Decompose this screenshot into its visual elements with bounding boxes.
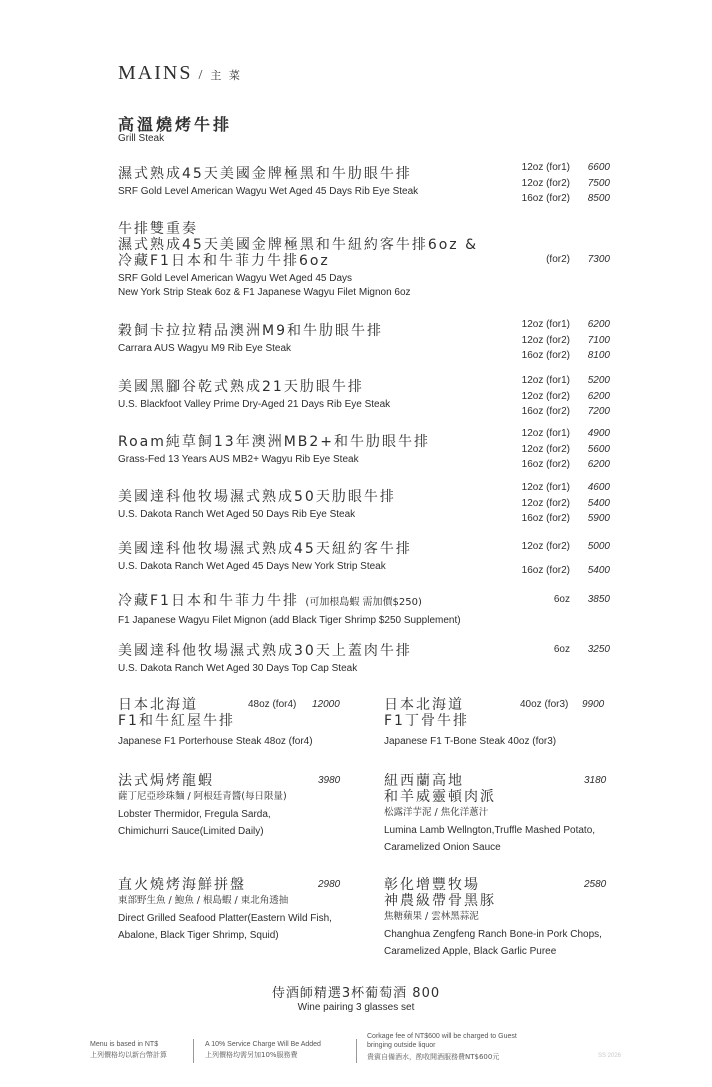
price-list (508, 160, 618, 207)
item-name-en: Lumina Lamb Wellngton,Truffle Mashed Potato, (384, 825, 596, 836)
item-name-en: Caramelized Apple, Black Garlic Puree (384, 946, 557, 957)
price: 3980 (318, 775, 341, 786)
price: 7100 (587, 334, 610, 346)
special-item (384, 773, 654, 856)
portion-size: 16oz (for2) (521, 406, 570, 417)
service-note-zh: 上列價格均需另加10%服務費 (205, 1051, 298, 1059)
item-name-zh: 日本北海道 (118, 697, 198, 713)
price: 6200 (587, 459, 610, 470)
price-list (508, 539, 618, 579)
price: 4600 (587, 482, 610, 493)
item-subtitle-zh: 焦糖蘋果 / 雲林黑蒜泥 (384, 911, 479, 922)
corkage-note-zh: 貴賓自備酒水，酌收開酒服務費NT$600元 (367, 1053, 500, 1061)
portion-size: 12oz (for1) (521, 319, 570, 330)
item-name-zh: 紐西蘭高地 (384, 773, 464, 789)
price-row (508, 176, 618, 192)
service-note-en: A 10% Service Charge Will Be Added (205, 1041, 321, 1048)
item-name-zh: 冷藏F1日本和牛菲力牛排6oz (118, 253, 330, 269)
portion-size: 16oz (for2) (521, 513, 570, 524)
portion-size: 40oz (for3) (520, 699, 569, 710)
item-name-en: Caramelized Onion Sauce (384, 842, 501, 853)
special-item (118, 773, 378, 840)
price-row (508, 511, 618, 527)
special-item (118, 877, 378, 944)
price-row (508, 317, 618, 333)
item-name-zh: 直火燒烤海鮮拼盤 (118, 877, 246, 893)
item-name-en: U.S. Dakota Ranch Wet Aged 45 Days New York Strip Steak (118, 561, 386, 572)
price-row (508, 457, 618, 473)
portion-size: 12oz (for2) (521, 334, 570, 346)
section-title-zh: 高溫燒烤牛排 (118, 115, 233, 134)
price: 7500 (587, 177, 610, 189)
item-name-en: Abalone, Black Tiger Shrimp, Squid) (118, 930, 279, 941)
item-name-zh: 牛排雙重奏 (118, 221, 198, 237)
portion-size: 12oz (for1) (521, 482, 570, 493)
page-title (118, 62, 242, 85)
price: 2980 (318, 879, 341, 890)
section-title-en: Grill Steak (118, 133, 165, 144)
price-row (508, 333, 618, 349)
portion-size: 6oz (553, 594, 570, 605)
item-name-zh: F1丁骨牛排 (384, 713, 469, 729)
portion-size: 12oz (for1) (521, 162, 570, 173)
item-subtitle-zh: 松露洋芋泥 / 焦化洋蔥汁 (384, 807, 489, 818)
item-name-zh-text: 冷藏F1日本和牛菲力牛排 (118, 593, 299, 609)
price-row (508, 442, 618, 458)
price-row (508, 404, 618, 420)
item-note: (可加根島蝦 需加價$250) (305, 597, 422, 608)
item-name-en: Lobster Thermidor, Fregula Sarda, (118, 809, 271, 820)
item-name-en: Chimichurri Sauce(Limited Daily) (118, 826, 264, 837)
price-list (508, 317, 618, 364)
footer-divider (193, 1039, 194, 1063)
portion-size: 16oz (for2) (521, 565, 570, 576)
item-name-en: SRF Gold Level American Wagyu Wet Aged 45 Days Rib Eye Steak (118, 186, 419, 197)
price: 12000 (312, 699, 340, 710)
price: 5000 (587, 541, 610, 552)
price-row (508, 373, 618, 389)
footer-service (205, 1039, 321, 1061)
price-row (508, 160, 618, 176)
price-row (508, 496, 618, 512)
portion-size: (for2) (546, 254, 570, 265)
currency-note-en: Menu is based in NT$ (90, 1041, 159, 1048)
price: 2580 (584, 879, 607, 890)
footer-corkage (367, 1032, 517, 1062)
price: 5600 (587, 443, 610, 455)
corkage-note-en: Corkage fee of NT$600 will be charged to Guest (367, 1033, 517, 1040)
portion-size: 48oz (for4) (248, 699, 297, 710)
title-zh: 主 菜 (210, 69, 242, 82)
item-name-zh: Roam純草飼13年澳洲MB2+和牛肋眼牛排 (118, 434, 431, 450)
price-row (508, 592, 618, 608)
portion-size: 12oz (for2) (521, 541, 570, 552)
wine-pairing-subtitle: Wine pairing 3 glasses set (297, 1002, 415, 1013)
item-name-zh: 穀飼卡拉拉精品澳洲M9和牛肋眼牛排 (118, 323, 383, 339)
price: 9900 (582, 699, 605, 710)
big-cut-item (384, 697, 644, 750)
price: 8100 (587, 350, 610, 361)
item-name-en: Grass-Fed 13 Years AUS MB2+ Wagyu Rib Eye Steak (118, 454, 359, 465)
price-list (508, 480, 618, 527)
wine-pairing-title: 侍酒師精選3杯葡萄酒 800 (271, 986, 441, 1001)
footer-currency (90, 1039, 167, 1061)
corkage-note-en: bringing outside liquor (367, 1042, 436, 1049)
portion-size: 12oz (for2) (521, 497, 570, 509)
price-row (508, 563, 618, 579)
price-row (508, 426, 618, 442)
item-subtitle-zh: 薩丁尼亞珍珠麵 / 阿根廷青醬(每日限量) (118, 791, 287, 802)
price: 3180 (584, 775, 607, 786)
portion-size: 16oz (for2) (521, 193, 570, 204)
price-list (508, 642, 618, 658)
item-name-en: Carrara AUS Wagyu M9 Rib Eye Steak (118, 343, 292, 354)
price: 6200 (587, 319, 610, 330)
price: 6600 (587, 162, 610, 173)
portion-size: 12oz (for2) (521, 177, 570, 189)
item-name-zh: 美國黑腳谷乾式熟成21天肋眼牛排 (118, 379, 364, 395)
item-name-zh: 神農級帶骨黑豚 (384, 893, 496, 909)
price: 4900 (587, 428, 610, 439)
price-row (508, 348, 618, 364)
price-row (508, 480, 618, 496)
title-slash: / (198, 68, 205, 83)
item-name-en: U.S. Blackfoot Valley Prime Dry-Aged 21 Days Rib Eye Steak (118, 399, 391, 410)
item-name-en: SRF Gold Level American Wagyu Wet Aged 45 Days (118, 273, 352, 284)
item-name-zh: 美國達科他牧場濕式熟成30天上蓋肉牛排 (118, 643, 412, 659)
item-name-zh: 彰化增豐牧場 (384, 877, 480, 893)
item-name-en: Japanese F1 Porterhouse Steak 48oz (for4) (118, 736, 313, 747)
big-cut-item (118, 697, 378, 750)
portion-size: 12oz (for1) (521, 428, 570, 439)
item-name-en: New York Strip Steak 6oz & F1 Japanese Wagyu Filet Mignon 6oz (118, 287, 411, 298)
price: 7200 (587, 406, 610, 417)
item-name-zh: 濕式熟成45天美國金牌極黑和牛肋眼牛排 (118, 166, 412, 182)
item-name-zh: F1和牛紅屋牛排 (118, 713, 235, 729)
price: 5400 (587, 565, 610, 576)
price: 3850 (587, 594, 610, 605)
item-name-zh: 和羊威靈頓肉派 (384, 789, 496, 805)
special-item (384, 877, 664, 960)
price: 5400 (587, 497, 610, 509)
price-row (508, 389, 618, 405)
title-en: MAINS (118, 62, 193, 84)
portion-size: 12oz (for2) (521, 443, 570, 455)
price: 5200 (587, 375, 610, 386)
price: 5900 (587, 513, 610, 524)
price-row (508, 642, 618, 658)
item-name-zh: 日本北海道 (384, 697, 464, 713)
item-name-zh: 美國達科他牧場濕式熟成50天肋眼牛排 (118, 489, 396, 505)
item-name-en: Changhua Zengfeng Ranch Bone-in Pork Chops, (384, 929, 602, 940)
price-spacer (508, 555, 618, 564)
price: 3250 (587, 644, 610, 655)
item-name-en: Direct Grilled Seafood Platter(Eastern Wild Fish, (118, 913, 332, 924)
currency-note-zh: 上列價格均以新台幣計算 (90, 1051, 167, 1059)
price-row (508, 252, 618, 268)
menu-code: SS 2026 (598, 1053, 622, 1059)
item-subtitle-zh: 東部野生魚 / 鮑魚 / 根島蝦 / 東北角透抽 (118, 895, 289, 906)
price-list (508, 373, 618, 420)
price-list (508, 252, 618, 268)
price: 6200 (587, 390, 610, 402)
price: 7300 (587, 254, 610, 265)
price-list (508, 592, 618, 608)
footer-divider (356, 1039, 357, 1063)
portion-size: 6oz (553, 644, 570, 655)
item-name-zh: 法式焗烤龍蝦 (118, 773, 214, 789)
item-name-zh: 美國達科他牧場濕式熟成45天紐約客牛排 (118, 541, 412, 557)
price-list (508, 426, 618, 473)
item-name-en: Japanese F1 T-Bone Steak 40oz (for3) (384, 736, 557, 747)
portion-size: 16oz (for2) (521, 459, 570, 470)
portion-size: 16oz (for2) (521, 350, 570, 361)
portion-size: 12oz (for1) (521, 375, 570, 386)
portion-size: 12oz (for2) (521, 390, 570, 402)
item-name-zh: 濕式熟成45天美國金牌極黑和牛紐約客牛排6oz & (118, 237, 479, 253)
item-name-en: F1 Japanese Wagyu Filet Mignon (add Black Tiger Shrimp $250 Supplement) (118, 615, 461, 626)
price: 8500 (587, 193, 610, 204)
price-row (508, 539, 618, 555)
item-name-en: U.S. Dakota Ranch Wet Aged 30 Days Top Cap Steak (118, 663, 358, 674)
price-row (508, 191, 618, 207)
item-name-en: U.S. Dakota Ranch Wet Aged 50 Days Rib Eye Steak (118, 509, 356, 520)
